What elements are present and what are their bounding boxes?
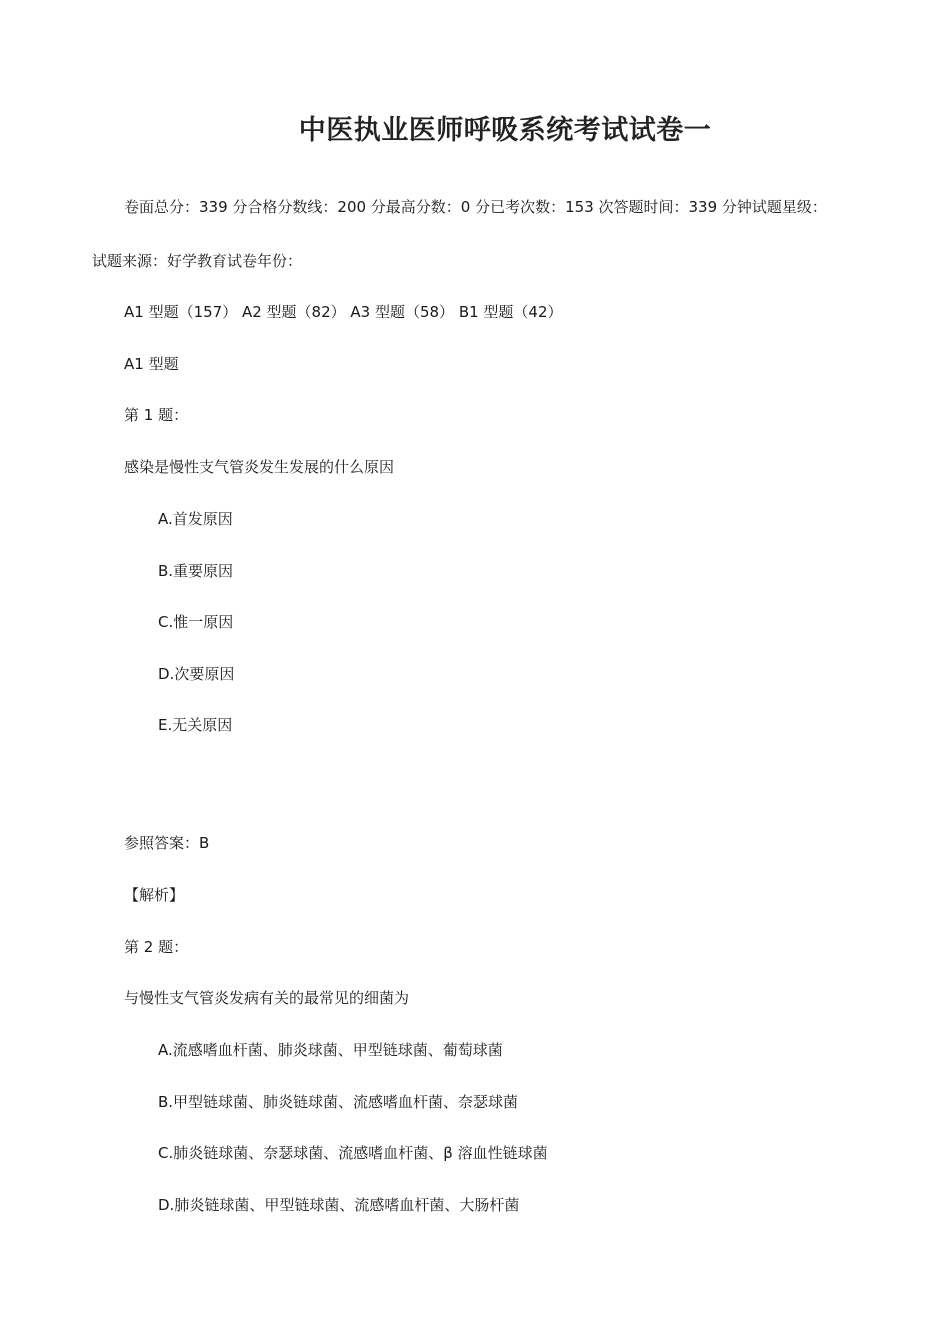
exam-meta-line-1: 卷面总分：339 分合格分数线：200 分最高分数：0 分已考次数：153 次答题时间：339 分钟试题星级： (124, 198, 827, 216)
answer-option: A.流感嗜血杆菌、肺炎球菌、甲型链球菌、葡萄球菌 (158, 1041, 503, 1059)
question-stem: 感染是慢性支气管炎发生发展的什么原因 (124, 458, 395, 476)
answer-option: D.次要原因 (158, 665, 235, 683)
answer-option: C.惟一原因 (158, 613, 234, 631)
reference-answer: 参照答案：B (124, 834, 210, 852)
answer-option: D.肺炎链球菌、甲型链球菌、流感嗜血杆菌、大肠杆菌 (158, 1196, 520, 1214)
exam-meta-line-2: 试题来源：好学教育试卷年份： (92, 252, 303, 270)
answer-option: C.肺炎链球菌、奈瑟球菌、流感嗜血杆菌、β 溶血性链球菌 (158, 1144, 548, 1162)
question-number: 第 2 题： (124, 938, 189, 956)
question-number: 第 1 题： (124, 406, 189, 424)
document-title: 中医执业医师呼吸系统考试试卷一 (298, 115, 712, 146)
question-stem: 与慢性支气管炎发病有关的最常见的细菌为 (124, 989, 410, 1007)
answer-option: E.无关原因 (158, 716, 233, 734)
answer-option: B.甲型链球菌、肺炎链球菌、流感嗜血杆菌、奈瑟球菌 (158, 1093, 519, 1111)
answer-option: B.重要原因 (158, 562, 234, 580)
section-heading: A1 型题 (124, 355, 179, 373)
answer-option: A.首发原因 (158, 510, 233, 528)
analysis-heading: 【解析】 (124, 886, 185, 904)
question-type-summary: A1 型题（157） A2 型题（82） A3 型题（58） B1 型题（42） (124, 303, 563, 321)
